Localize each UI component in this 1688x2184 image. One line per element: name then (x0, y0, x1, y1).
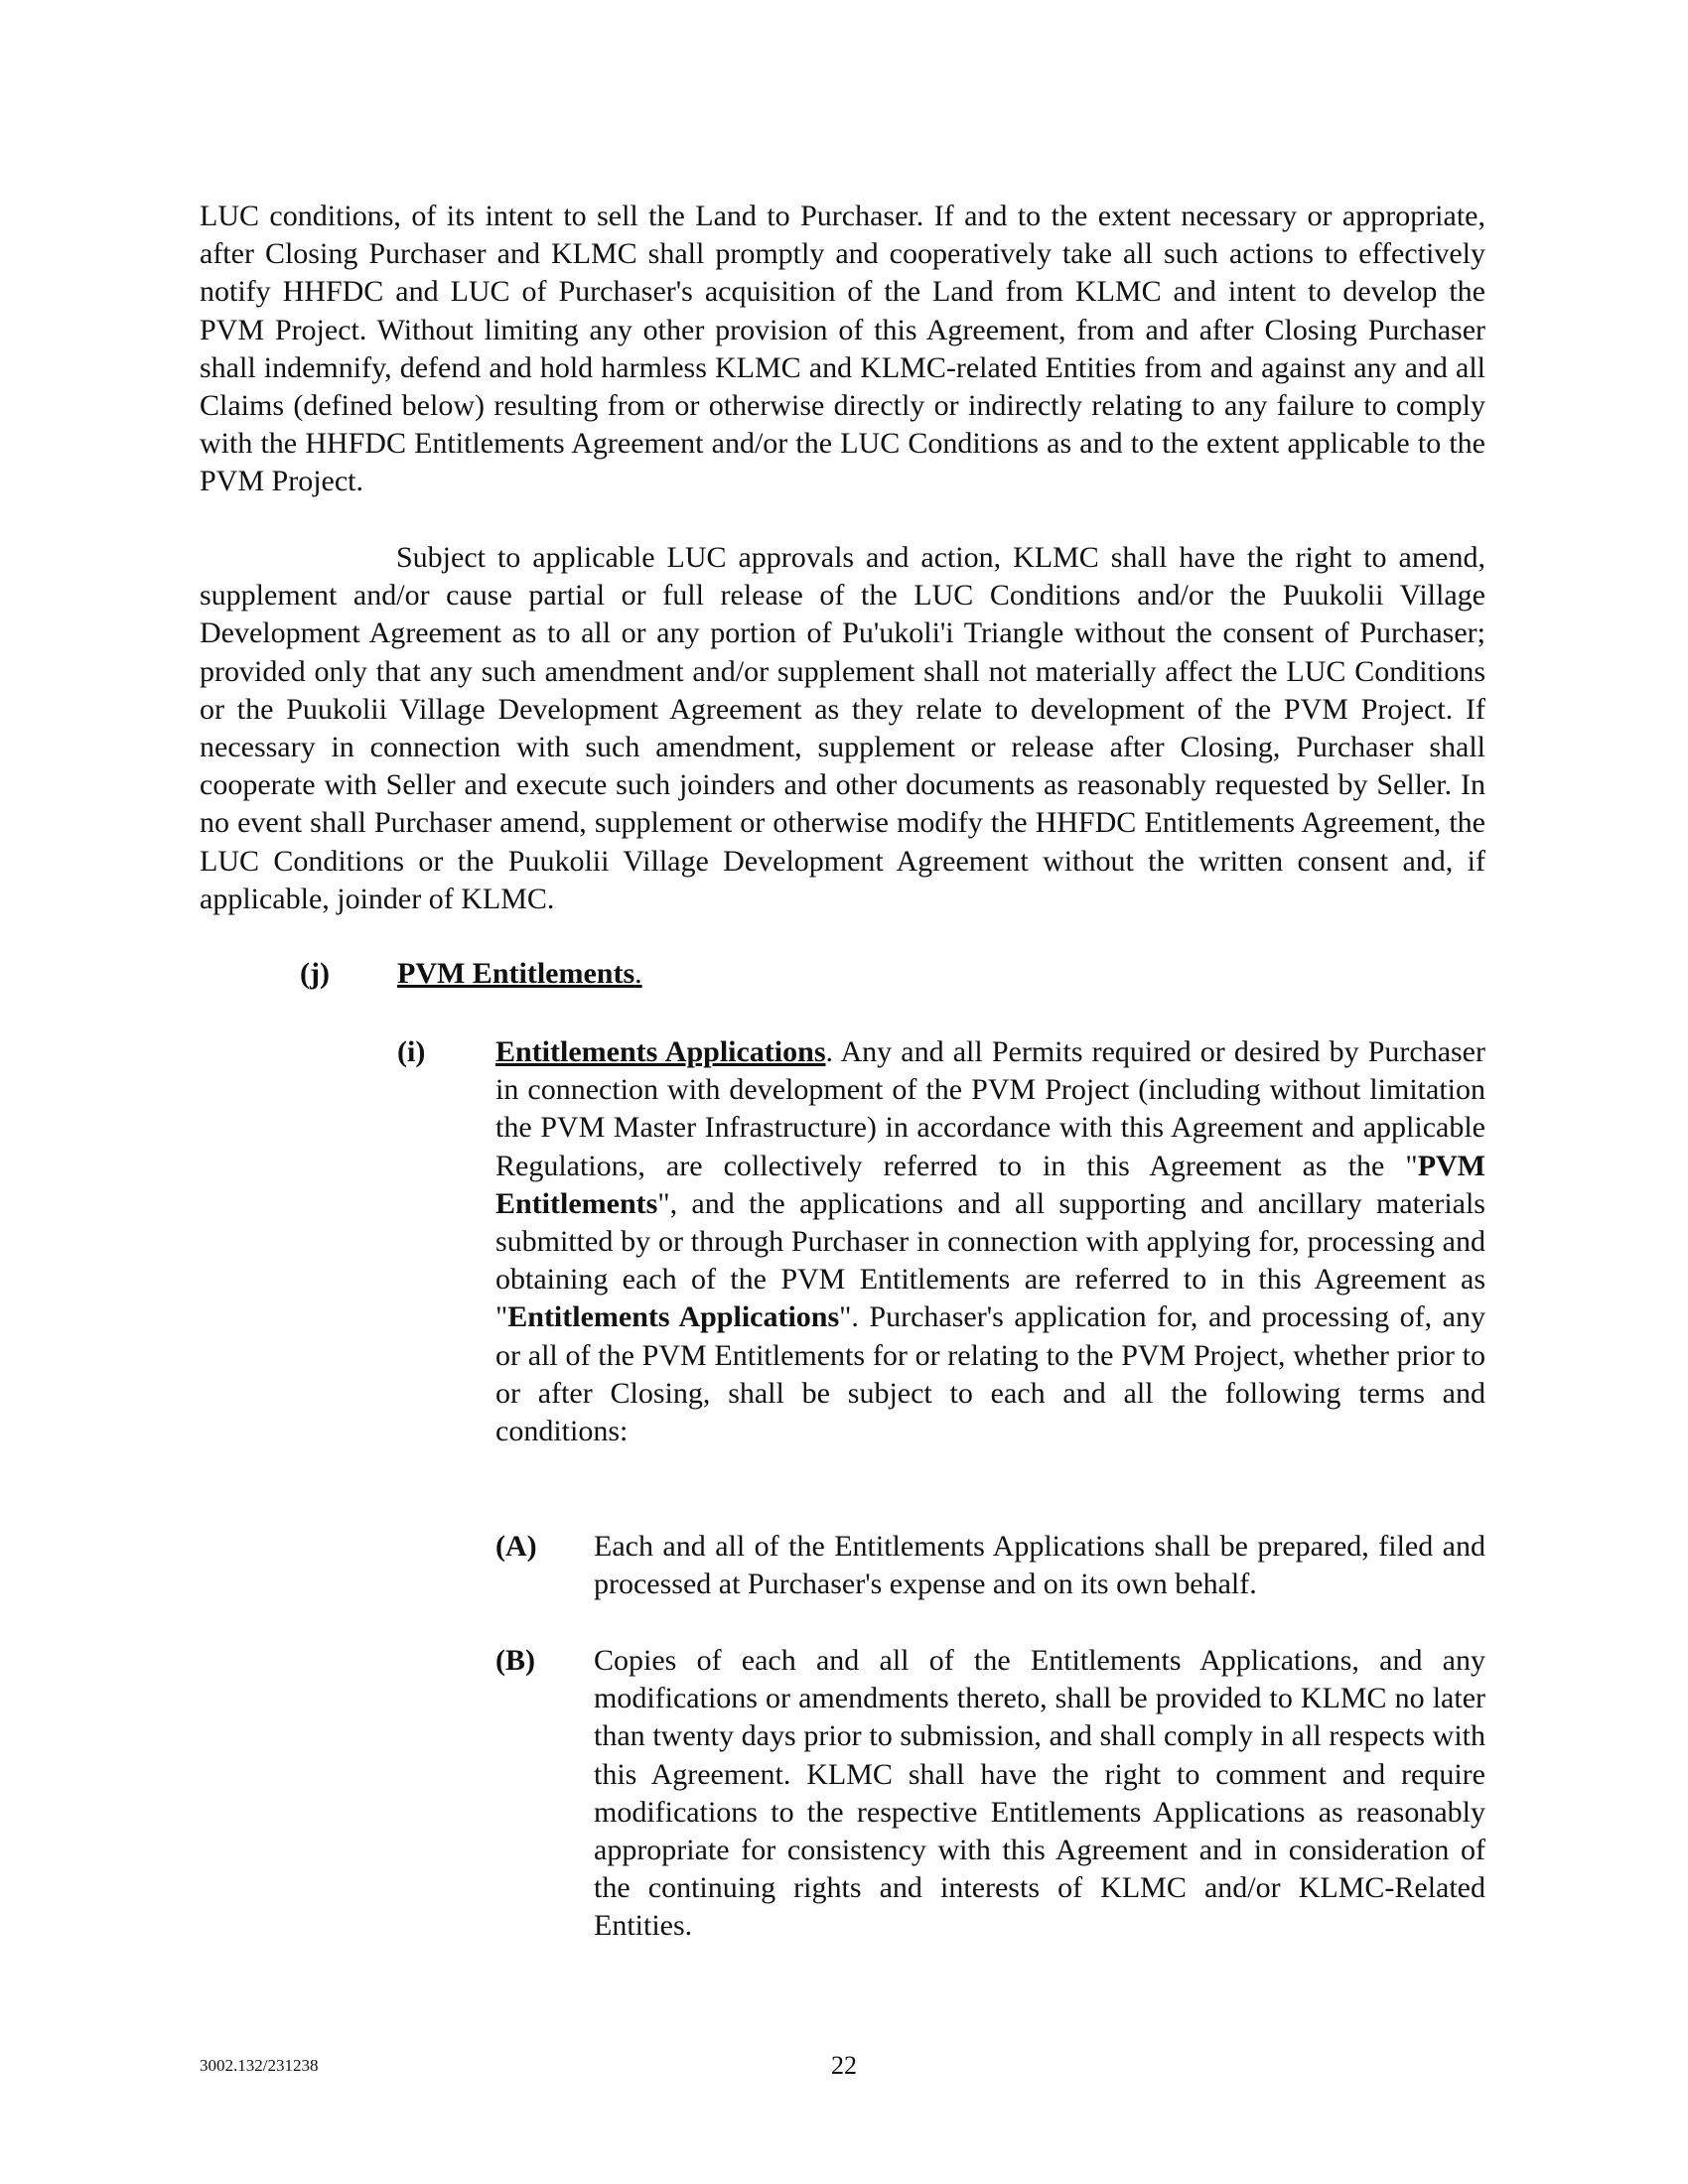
paragraph-luc-approvals: Subject to applicable LUC approvals and action, KLMC shall have the right to amend, supplement and/or cause partial or full release of the LUC Conditions and/or the Puukolii Village Development Agreement as to all or any portion of Pu'ukoli'i Triangle without the consent of Purchaser; provided only that any such amendment and/or supplement shall not materially affect the LUC Conditions or the Puukolii Village Development Agreement as they relate to development of the PVM Project. If necessary in connection with such amendment, supplement or release after Closing, Purchaser shall cooperate with Seller and execute such joinders and other documents as reasonably requested by Seller. In no event shall Purchaser amend, supplement or otherwise modify the HHFDC Entitlements Agreement, the LUC Conditions or the Puukolii Village Development Agreement without the written consent and, if applicable, joinder of KLMC. (200, 541, 1485, 915)
subsection-i-text-1: . Any and all Permits required or desired by Purchaser in connection with development of the PVM Project (including without limitation the PVM Master Infrastructure) in accordance with this Agreement and applicable Regulations, are collectively referred to in this Agreement as the " (495, 1035, 1485, 1182)
defined-term-pvm-entitlements: PVM Entitlements (495, 1149, 1485, 1220)
section-j-title-suffix: . (634, 957, 642, 990)
subsection-i-paragraph (495, 1033, 1485, 1450)
page-number: 22 (831, 2051, 857, 2080)
subsection-i-marker: (i) (397, 1035, 426, 1068)
section-j-marker: (j) (300, 957, 330, 990)
item-b-text: Copies of each and all of the Entitlements Applications, and any modifications or amendments thereto, shall be provided to KLMC no later than twenty days prior to submission, and shall comply in all respects with this Agreement. KLMC shall have the right to comment and require modifications to the respective Entitlements Applications as reasonably appropriate for consistency with this Agreement and in consideration of the continuing rights and interests of KLMC and/or KLMC-Related Entities. (594, 1644, 1485, 1943)
section-j-title-text: PVM Entitlements (397, 957, 635, 990)
paragraph-luc-conditions: LUC conditions, of its intent to sell the Land to Purchaser. If and to the extent necessary or appropriate, after Closing Purchaser and KLMC shall promptly and cooperatively take all such actions to effectively notify HHFDC and LUC of Purchaser's acquisition of the Land from KLMC and intent to develop the PVM Project. Without limiting any other provision of this Agreement, from and after Closing Purchaser shall indemnify, defend and hold harmless KLMC and KLMC-related Entities from and against any and all Claims (defined below) resulting from or otherwise directly or indirectly relating to any failure to comply with the HHFDC Entitlements Agreement and/or the LUC Conditions as and to the extent applicable to the PVM Project. (200, 200, 1485, 498)
subsection-i-lead: Entitlements Applications (495, 1035, 826, 1068)
defined-term-entitlements-applications: Entitlements Applications (507, 1300, 840, 1334)
footer-document-id: 3002.132/231238 (200, 2056, 319, 2075)
item-a-marker: (A) (495, 1530, 537, 1563)
subsection-i-text-3: ". Purchaser's application for, and processing of, any or all of the PVM Entitlements for or relating to the PVM Project, whether prior to or after Closing, shall be subject to each and all the following terms and conditions: (495, 1300, 1485, 1448)
item-a-text: Each and all of the Entitlements Applications shall be prepared, filed and processed at Purchaser's expense and on its own behalf. (594, 1530, 1485, 1601)
item-b-marker: (B) (495, 1644, 535, 1677)
subsection-i-text-2: ", and the applications and all supporting and ancillary materials submitted by or through Purchaser in connection with applying for, processing and obtaining each of the PVM Entitlements are referred to in this Agreement as " (495, 1186, 1485, 1334)
section-j-title (397, 955, 642, 993)
